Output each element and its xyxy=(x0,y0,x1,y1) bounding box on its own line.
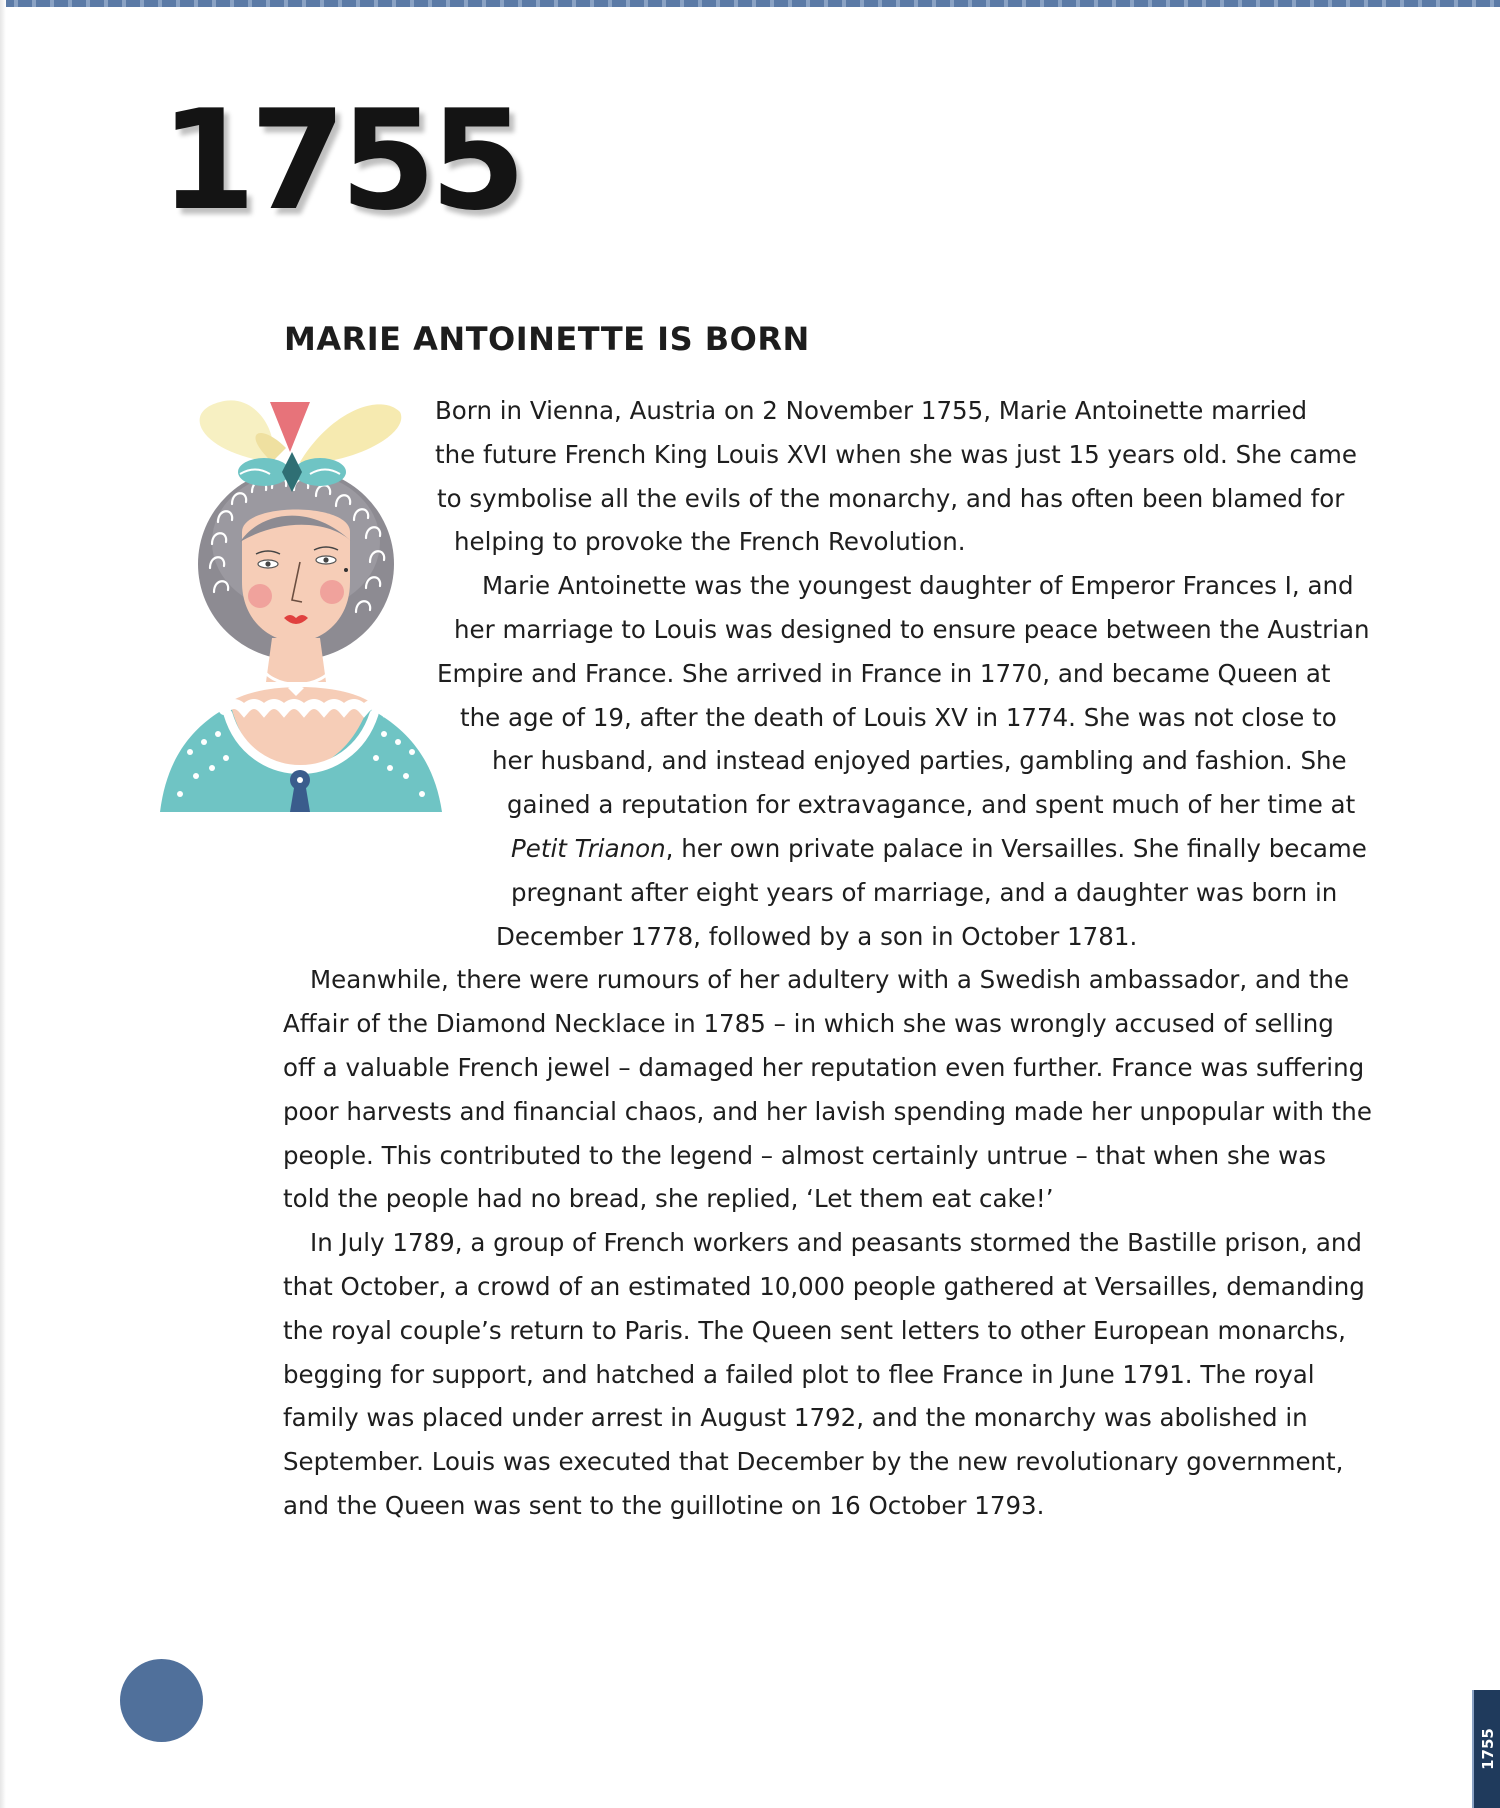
body-line-text: Affair of the Diamond Necklace in 1785 – in which she was wrongly accused of selling xyxy=(283,1009,1334,1039)
body-line xyxy=(283,1090,1393,1134)
body-line xyxy=(283,1177,1393,1221)
body-line xyxy=(283,433,1393,477)
body-line-text: Marie Antoinette was the youngest daughter of Emperor Frances I, and xyxy=(482,571,1354,601)
body-line xyxy=(283,608,1393,652)
body-line-text: , her own private palace in Versailles. She finally became xyxy=(665,833,1367,863)
body-line-text: to symbolise all the evils of the monarchy, and has often been blamed for xyxy=(437,483,1345,513)
year-heading: 1755 xyxy=(160,80,521,241)
side-year-tab xyxy=(1472,1690,1500,1808)
body-line-text: In July 1789, a group of French workers and peasants stormed the Bastille prison, and xyxy=(310,1228,1362,1258)
body-line xyxy=(283,1221,1393,1265)
body-line xyxy=(283,958,1393,1002)
body-line xyxy=(283,827,1393,871)
body-line xyxy=(283,520,1393,564)
body-line-text: the future French King Louis XVI when she was just 15 years old. She came xyxy=(435,439,1357,469)
body-line-text: Meanwhile, there were rumours of her adultery with a Swedish ambassador, and the xyxy=(310,965,1350,995)
body-line-text: that October, a crowd of an estimated 10,000 people gathered at Versailles, demanding xyxy=(283,1271,1365,1301)
section-title: MARIE ANTOINETTE IS BORN xyxy=(284,320,810,358)
body-line xyxy=(283,389,1393,433)
body-line xyxy=(283,1002,1393,1046)
body-line xyxy=(283,915,1393,959)
body-line-text: helping to provoke the French Revolution. xyxy=(454,527,966,557)
body-line-text: people. This contributed to the legend – almost certainly untrue – that when she was xyxy=(283,1140,1326,1170)
body-line-text: Empire and France. She arrived in France in 1770, and became Queen at xyxy=(437,658,1331,688)
body-line xyxy=(283,1396,1393,1440)
body-line xyxy=(283,1440,1393,1484)
body-line-text: December 1778, followed by a son in October 1781. xyxy=(496,921,1138,951)
body-line xyxy=(283,1309,1393,1353)
body-line xyxy=(283,652,1393,696)
body-line-text: pregnant after eight years of marriage, and a daughter was born in xyxy=(511,877,1338,907)
body-line-text: poor harvests and financial chaos, and her lavish spending made her unpopular with the xyxy=(283,1096,1372,1126)
body-line xyxy=(283,1484,1393,1528)
body-line-text: September. Louis was executed that December by the new revolutionary government, xyxy=(283,1447,1344,1477)
page-binding-edge xyxy=(0,0,6,1808)
top-edge-strip xyxy=(0,0,1500,7)
body-line-text: begging for support, and hatched a failed plot to flee France in June 1791. The royal xyxy=(283,1359,1315,1389)
body-line-text: gained a reputation for extravagance, and spent much of her time at xyxy=(507,790,1356,820)
body-line xyxy=(283,1353,1393,1397)
article-body xyxy=(283,389,1393,1528)
body-line xyxy=(283,1134,1393,1178)
body-line-text: her marriage to Louis was designed to ensure peace between the Austrian xyxy=(454,614,1370,644)
body-line-text: her husband, and instead enjoyed parties, gambling and fashion. She xyxy=(492,746,1347,776)
body-line-text: the royal couple’s return to Paris. The Queen sent letters to other European monarchs, xyxy=(283,1315,1346,1345)
body-line xyxy=(283,1265,1393,1309)
body-line xyxy=(283,783,1393,827)
body-line xyxy=(283,739,1393,783)
body-line-text: family was placed under arrest in August 1792, and the monarchy was abolished in xyxy=(283,1403,1308,1433)
body-line-text: Born in Vienna, Austria on 2 November 1755, Marie Antoinette married xyxy=(435,396,1308,425)
side-year-tab-label: 1755 xyxy=(1479,1728,1497,1770)
body-line xyxy=(283,477,1393,521)
body-line-text: off a valuable French jewel – damaged her reputation even further. France was suffering xyxy=(283,1052,1365,1082)
page-number-dot xyxy=(120,1659,203,1742)
body-line-text: told the people had no bread, she replied, ‘Let them eat cake!’ xyxy=(283,1184,1054,1214)
body-line-text: the age of 19, after the death of Louis XV in 1774. She was not close to xyxy=(460,702,1337,732)
body-line xyxy=(283,696,1393,740)
body-line xyxy=(283,871,1393,915)
body-line xyxy=(283,1046,1393,1090)
italic-place-name: Petit Trianon xyxy=(511,833,666,863)
body-line xyxy=(283,564,1393,608)
body-line-text: and the Queen was sent to the guillotine on 16 October 1793. xyxy=(283,1490,1045,1520)
